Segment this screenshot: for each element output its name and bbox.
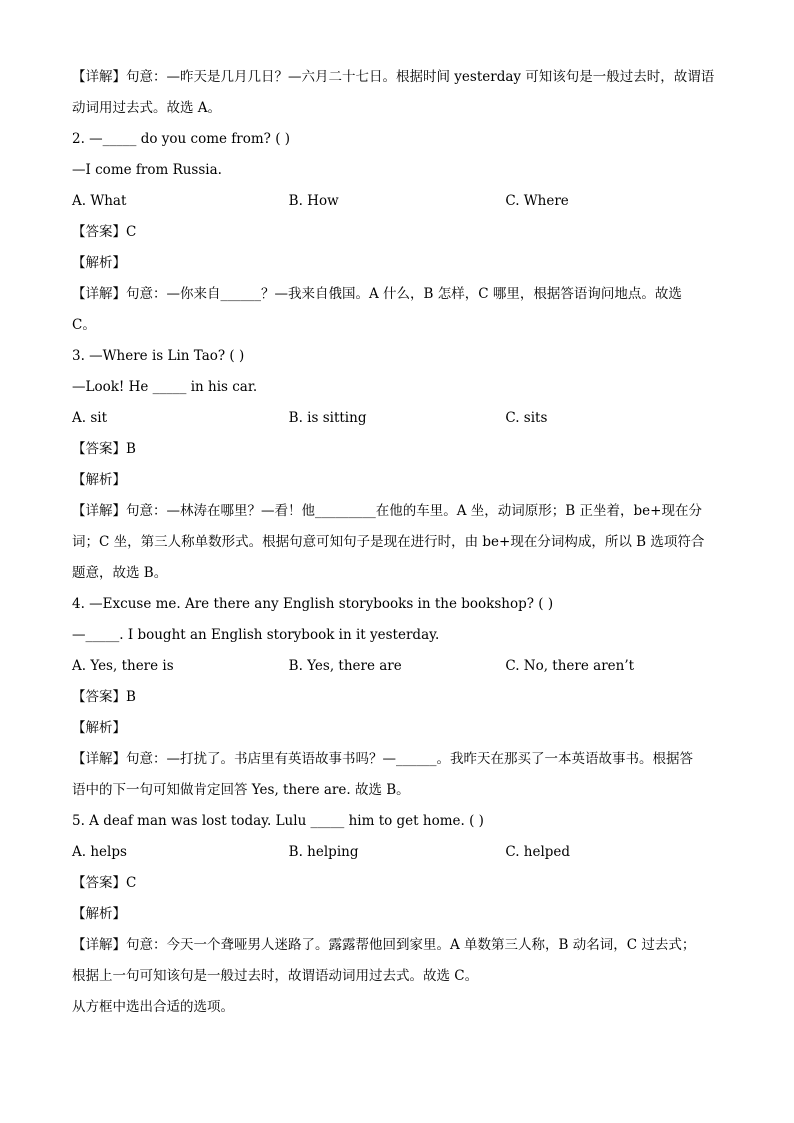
option-b: B. is sitting <box>288 410 367 426</box>
detail-line-2: 词；C 坐，第三人称单数形式。根据句意可知句子是现在进行时，由 be+现在分词构成，所以 B 选项符合 <box>72 534 705 550</box>
intro-detail-line-1: 【详解】句意：—昨天是几月几日？—六月二十七日。根据时间 yesterday 可知该句是一般过去时，故谓语 <box>72 69 715 85</box>
option-c: C. No, there aren’t <box>505 658 635 674</box>
answer-line: 【答案】B <box>72 441 136 457</box>
question-stem: 4. —Excuse me. Are there any English storybooks in the bookshop? ( ) <box>72 596 554 612</box>
analysis-heading: 【解析】 <box>72 255 126 271</box>
option-b: B. Yes, there are <box>288 658 402 674</box>
question-reply: —_____. I bought an English storybook in it yesterday. <box>72 627 440 643</box>
section-instruction: 从方框中选出合适的选项。 <box>72 999 234 1015</box>
detail-line-1: 【详解】句意：—林涛在哪里？—看！他_________在他的车里。A 坐，动词原形；B 正坐着，be+现在分 <box>72 503 702 519</box>
analysis-heading: 【解析】 <box>72 906 126 922</box>
question-2 <box>72 124 722 341</box>
analysis-heading: 【解析】 <box>72 720 126 736</box>
intro-detail-line-2: 动词用过去式。故选 A。 <box>72 100 222 116</box>
question-stem: 5. A deaf man was lost today. Lulu _____ him to get home. ( ) <box>72 813 484 829</box>
detail-line-1: 【详解】句意：—打扰了。书店里有英语故事书吗？—______。我昨天在那买了一本英语故事书。根据答 <box>72 751 693 767</box>
analysis-heading: 【解析】 <box>72 472 126 488</box>
question-3 <box>72 341 722 589</box>
options-row <box>72 651 722 682</box>
option-c: C. Where <box>505 193 569 209</box>
detail-line-2: 语中的下一句可知做肯定回答 Yes, there are. 故选 B。 <box>72 782 410 798</box>
answer-line: 【答案】C <box>72 875 137 891</box>
options-row <box>72 186 722 217</box>
option-c: C. sits <box>505 410 548 426</box>
question-stem: 3. —Where is Lin Tao? ( ) <box>72 348 245 364</box>
detail-line-1: 【详解】句意：—你来自______？—我来自俄国。A 什么，B 怎样，C 哪里，根据答语询问地点。故选 <box>72 286 682 302</box>
options-row <box>72 403 722 434</box>
option-a: A. What <box>72 193 127 209</box>
option-c: C. helped <box>505 844 571 860</box>
option-b: B. How <box>288 193 339 209</box>
question-stem: 2. —_____ do you come from? ( ) <box>72 131 291 147</box>
detail-line-2: 根据上一句可知该句是一般过去时，故谓语动词用过去式。故选 C。 <box>72 968 479 984</box>
option-a: A. helps <box>72 844 127 860</box>
question-4 <box>72 589 722 806</box>
option-a: A. Yes, there is <box>72 658 174 674</box>
document-page <box>72 62 722 1023</box>
question-reply: —Look! He _____ in his car. <box>72 379 258 395</box>
option-a: A. sit <box>72 410 108 426</box>
detail-line-1: 【详解】句意：今天一个聋哑男人迷路了。露露帮他回到家里。A 单数第三人称，B 动名词，C 过去式； <box>72 937 696 953</box>
option-b: B. helping <box>288 844 359 860</box>
detail-line-3: 题意，故选 B。 <box>72 565 168 581</box>
answer-line: 【答案】B <box>72 689 136 705</box>
detail-line-2: C。 <box>72 317 96 333</box>
question-5 <box>72 806 722 992</box>
question-reply: —I come from Russia. <box>72 162 222 178</box>
options-row <box>72 837 722 868</box>
answer-line: 【答案】C <box>72 224 137 240</box>
